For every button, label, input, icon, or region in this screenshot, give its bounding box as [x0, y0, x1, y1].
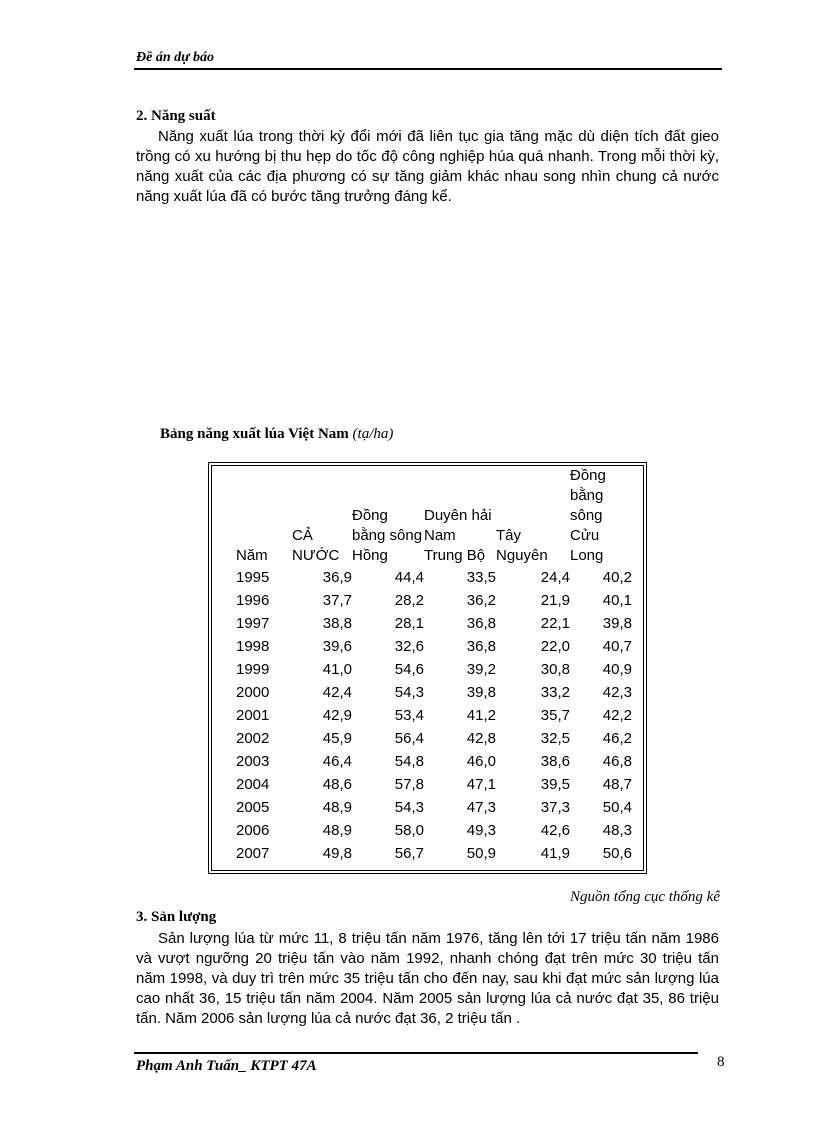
table-caption — [160, 426, 393, 443]
table-cell-value: 41,0 — [322, 661, 352, 678]
table-cell-value: 24,4 — [540, 569, 570, 586]
table-cell-value: 39,5 — [540, 776, 570, 793]
table-cell-value: 47,1 — [466, 776, 496, 793]
table-cell-value: 22,1 — [540, 615, 570, 632]
header-divider — [134, 68, 722, 70]
table-row — [236, 635, 632, 658]
yield-table — [236, 466, 632, 865]
table-cell-value: 21,9 — [540, 592, 570, 609]
table-cell-value: 46,0 — [466, 753, 496, 770]
section-3-text: Sản lượng lúa từ mức 11, 8 triệu tấn năm 1976, tăng lên tới 17 triệu tấn năm 1986 và vượt ngưỡng 20 triệu tấn vào năm 1992, nhanh chóng đạt trên mức 30 triệu tấn năm 1998, và duy trì trên mức 35 triệu tấn cho đến nay, sau khi đạt mức sản lượng lúa cao nhất 36, 15 triệu tấn năm 2004. Năm 2005 sản lượng lúa cả nước đạt 35, 86 triệu tấn. Năm 2006 sản lượng lúa cả nước đạt 36, 2 triệu tấn . — [136, 930, 719, 1027]
table-cell-value: 44,4 — [394, 569, 424, 586]
table-cell-value: 28,1 — [394, 615, 424, 632]
table-cell-value: 42,2 — [602, 707, 632, 724]
table-cell-value: 28,2 — [394, 592, 424, 609]
table-cell-value: 48,6 — [322, 776, 352, 793]
table-cell-value: 37,7 — [322, 592, 352, 609]
table-cell-year: 1997 — [236, 615, 270, 632]
table-cell-value: 36,2 — [466, 592, 496, 609]
table-cell-value: 41,2 — [466, 707, 496, 724]
table-cell-value: 40,7 — [602, 638, 632, 655]
table-cell-value: 39,2 — [466, 661, 496, 678]
table-cell-value: 54,3 — [394, 799, 424, 816]
table-cell-value: 40,9 — [602, 661, 632, 678]
table-cell-year: 2001 — [236, 707, 270, 724]
table-cell-year: 1996 — [236, 592, 270, 609]
table-cell-value: 39,6 — [322, 638, 352, 655]
table-row — [236, 842, 632, 865]
table-row — [236, 727, 632, 750]
table-cell-value: 33,5 — [466, 569, 496, 586]
table-cell-value: 22,0 — [540, 638, 570, 655]
table-cell-value: 38,8 — [322, 615, 352, 632]
header-dong-bang-song-cuu-long: Đồng bằng sông Cửu Long — [570, 467, 606, 564]
table-header-row — [236, 466, 632, 566]
table-cell-value: 37,3 — [540, 799, 570, 816]
table-cell-value: 39,8 — [466, 684, 496, 701]
table-cell-year: 2000 — [236, 684, 270, 701]
header-duyen-hai-nam-trung-bo: Duyên hải Nam Trung Bộ — [424, 507, 492, 564]
table-cell-value: 50,4 — [602, 799, 632, 816]
header-dong-bang-song-hong: Đồng bằng sông Hồng — [352, 507, 423, 564]
table-cell-year: 1999 — [236, 661, 270, 678]
header-ca-nuoc: CẢ NƯỚC — [292, 527, 340, 564]
table-cell-year: 2003 — [236, 753, 270, 770]
table-cell-value: 56,7 — [394, 845, 424, 862]
section-2-text: Năng xuất lúa trong thời kỳ đổi mới đã liên tục gia tăng mặc dù diện tích đất gieo trồng có xu hướng bị thu hẹp do tốc độ công nghiệp húa quá nhanh. Trong mỗi thời kỳ, năng xuất của các địa phương có sự tăng giảm khác nhau song nhìn chung cả nước năng xuất lúa đã có bước tăng trưởng đáng kể. — [136, 128, 719, 205]
table-unit: (tạ/ha) — [352, 426, 394, 442]
table-cell-value: 48,7 — [602, 776, 632, 793]
header-year: Năm — [236, 547, 268, 564]
table-source: Nguồn tổng cục thống kê — [570, 889, 720, 905]
table-cell-value: 33,2 — [540, 684, 570, 701]
table-cell-value: 38,6 — [540, 753, 570, 770]
table-row — [236, 750, 632, 773]
table-row — [236, 681, 632, 704]
table-cell-value: 49,8 — [322, 845, 352, 862]
table-cell-value: 46,4 — [322, 753, 352, 770]
footer-divider — [134, 1052, 698, 1054]
section-2-paragraph — [136, 127, 719, 207]
table-cell-value: 48,3 — [602, 822, 632, 839]
footer-author: Phạm Anh Tuấn_ KTPT 47A — [136, 1058, 317, 1074]
table-cell-value: 41,9 — [540, 845, 570, 862]
table-cell-value: 58,0 — [394, 822, 424, 839]
table-cell-year: 2007 — [236, 845, 270, 862]
table-cell-value: 32,5 — [540, 730, 570, 747]
table-cell-value: 56,4 — [394, 730, 424, 747]
table-cell-value: 32,6 — [394, 638, 424, 655]
table-body — [236, 566, 632, 865]
table-cell-value: 40,1 — [602, 592, 632, 609]
table-cell-value: 42,6 — [540, 822, 570, 839]
table-cell-value: 39,8 — [602, 615, 632, 632]
table-cell-year: 2005 — [236, 799, 270, 816]
section-2-heading: 2. Năng suất — [136, 108, 216, 124]
table-cell-value: 49,3 — [466, 822, 496, 839]
table-row — [236, 612, 632, 635]
section-3-heading: 3. Sản lượng — [136, 909, 217, 925]
table-cell-value: 46,8 — [602, 753, 632, 770]
table-cell-value: 40,2 — [602, 569, 632, 586]
table-cell-year: 1998 — [236, 638, 270, 655]
table-cell-value: 57,8 — [394, 776, 424, 793]
header-tay-nguyen: Tây Nguyên — [496, 527, 548, 564]
table-cell-value: 50,6 — [602, 845, 632, 862]
table-cell-value: 36,8 — [466, 615, 496, 632]
table-cell-value: 42,9 — [322, 707, 352, 724]
table-cell-value: 36,9 — [322, 569, 352, 586]
table-cell-value: 47,3 — [466, 799, 496, 816]
table-cell-value: 42,8 — [466, 730, 496, 747]
table-row — [236, 704, 632, 727]
table-row — [236, 589, 632, 612]
table-cell-value: 54,8 — [394, 753, 424, 770]
table-cell-value: 30,8 — [540, 661, 570, 678]
table-cell-value: 48,9 — [322, 799, 352, 816]
table-caption-text: Bảng năng xuất lúa Việt Nam — [160, 426, 349, 442]
table-row — [236, 819, 632, 842]
table-cell-year: 1995 — [236, 569, 270, 586]
table-cell-value: 36,8 — [466, 638, 496, 655]
table-cell-value: 53,4 — [394, 707, 424, 724]
table-cell-value: 46,2 — [602, 730, 632, 747]
table-cell-year: 2002 — [236, 730, 270, 747]
table-cell-year: 2004 — [236, 776, 270, 793]
table-cell-value: 50,9 — [466, 845, 496, 862]
table-cell-value: 42,4 — [322, 684, 352, 701]
table-cell-value: 54,6 — [394, 661, 424, 678]
header-title: Đề án dự báo — [136, 50, 214, 65]
table-row — [236, 773, 632, 796]
table-cell-year: 2006 — [236, 822, 270, 839]
page-number: 8 — [717, 1054, 725, 1070]
table-row — [236, 566, 632, 589]
table-cell-value: 42,3 — [602, 684, 632, 701]
table-row — [236, 796, 632, 819]
table-cell-value: 35,7 — [540, 707, 570, 724]
table-cell-value: 54,3 — [394, 684, 424, 701]
section-3-paragraph — [136, 929, 719, 1029]
table-cell-value: 45,9 — [322, 730, 352, 747]
table-row — [236, 658, 632, 681]
table-cell-value: 48,9 — [322, 822, 352, 839]
